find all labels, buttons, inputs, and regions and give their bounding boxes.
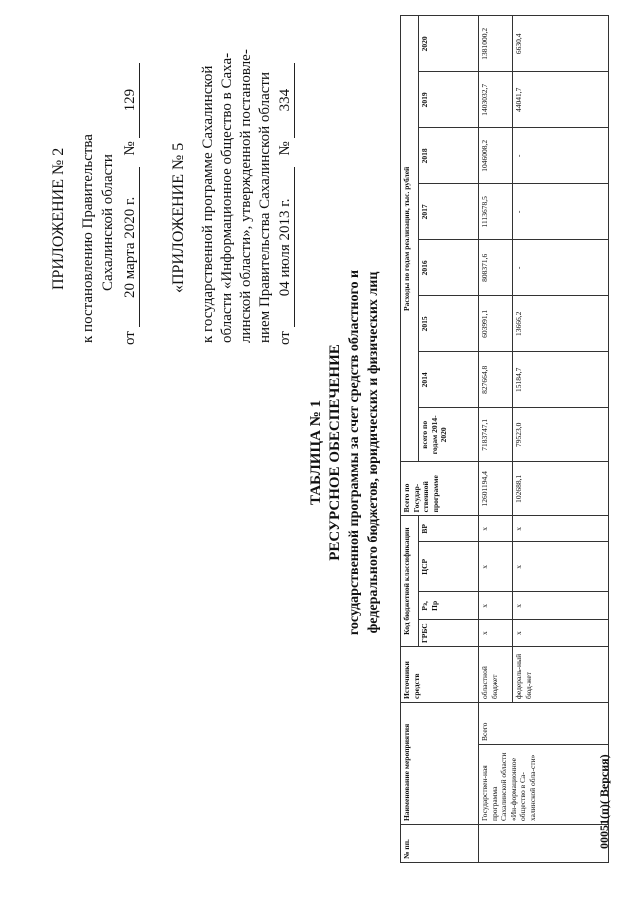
total-years-cell: 7183747,1 [479,408,513,462]
resource-table [400,15,609,863]
table-subtitle-2: федерального бюджетов, юридических и физических лиц [366,271,381,634]
total-label: Всего [479,703,609,745]
from-label: от [277,331,293,345]
appendix-5-line-3: линской области», утвержденной постановле- [238,49,254,343]
header-vr: ВР [419,516,479,542]
program-name: Государствен-ная программа Сахалинской области «Ин-формационное общество в Са-халинской обла-сти» [479,745,609,825]
header-expenses: Расходы по годам реализации, тыс. рублей [401,16,419,462]
year-value-cell: - [513,184,609,240]
rzpr-cell: x [479,592,513,620]
header-year: 2014 [419,352,479,408]
appendix-2-date: 20 марта 2020 г. [122,167,140,327]
header-name: Наименование мероприятия [401,703,479,825]
grbs-cell: x [513,620,609,647]
header-csr: ЦСР [419,542,479,592]
year-value-cell: 13666,2 [513,296,609,352]
row-number [479,825,609,863]
appendix-2-date-line [121,63,140,345]
header-grbs: ГРБС [419,620,479,647]
number-label: № [122,141,138,156]
header-rzpr: Рз, Пр [419,592,479,620]
year-value-cell: - [513,240,609,296]
header-budget-code: Код бюджетной классификации [401,516,419,647]
header-year: 2017 [419,184,479,240]
year-value-cell: 1403032,7 [479,72,513,128]
header-source: Источники средств [401,647,479,703]
year-value-cell: 808371,6 [479,240,513,296]
year-value-cell: 44041,7 [513,72,609,128]
appendix-5-line-2: области «Информационное общество в Саха- [219,52,235,343]
appendix-5-number: 334 [277,63,295,138]
appendix-2-title: ПРИЛОЖЕНИЕ № 2 [50,147,67,290]
vr-cell: x [513,516,609,542]
header-year: 2018 [419,128,479,184]
csr-cell: x [479,542,513,592]
year-value-cell: - [513,128,609,184]
header-year: 2020 [419,16,479,72]
year-value-cell: 827664,8 [479,352,513,408]
grbs-cell: x [479,620,513,647]
table-number: ТАБЛИЦА № 1 [308,399,324,506]
appendix-2-number: 129 [122,63,140,138]
total-program-cell: 102688,1 [513,462,609,516]
total-program-cell: 12601194,4 [479,462,513,516]
appendix-5-title: «ПРИЛОЖЕНИЕ № 5 [170,142,187,293]
year-value-cell: 15184,7 [513,352,609,408]
rzpr-cell: x [513,592,609,620]
csr-cell: x [513,542,609,592]
header-year: 2016 [419,240,479,296]
vr-cell: x [479,516,513,542]
header-num: № пп. [401,825,479,863]
year-value-cell: 6630,4 [513,16,609,72]
header-year: 2019 [419,72,479,128]
year-value-cell: 1381000,2 [479,16,513,72]
document-version: 00051(п)( Версия) [597,754,611,849]
year-value-cell: 603991,1 [479,296,513,352]
appendix-5-date: 04 июля 2013 г. [277,167,295,327]
appendix-2-line-2: Сахалинской области [100,154,116,291]
appendix-5-line-4: нием Правительства Сахалинской области [257,72,273,343]
appendix-5-line-1: к государственной программе Сахалинской [200,65,216,343]
table-subtitle-1: государственной программы за счет средств областного и [347,269,362,636]
year-value-cell: 1113678,5 [479,184,513,240]
year-value-cell: 1046008,2 [479,128,513,184]
number-label: № [277,141,293,156]
total-years-cell: 79523,0 [513,408,609,462]
from-label: от [122,331,138,345]
header-year: 2015 [419,296,479,352]
source-cell: областной бюджет [479,647,513,703]
appendix-2-line-1: к постановлению Правительства [80,134,96,343]
source-cell: федераль-ный бюд-жет [513,647,609,703]
table-row [479,16,513,863]
header-total-years: всего по годам 2014-2020 [419,408,479,462]
table-heading: РЕСУРСНОЕ ОБЕСПЕЧЕНИЕ [327,344,343,561]
appendix-5-date-line [276,63,295,345]
header-total-program: Всего по Государ-ственной программе [401,462,479,516]
